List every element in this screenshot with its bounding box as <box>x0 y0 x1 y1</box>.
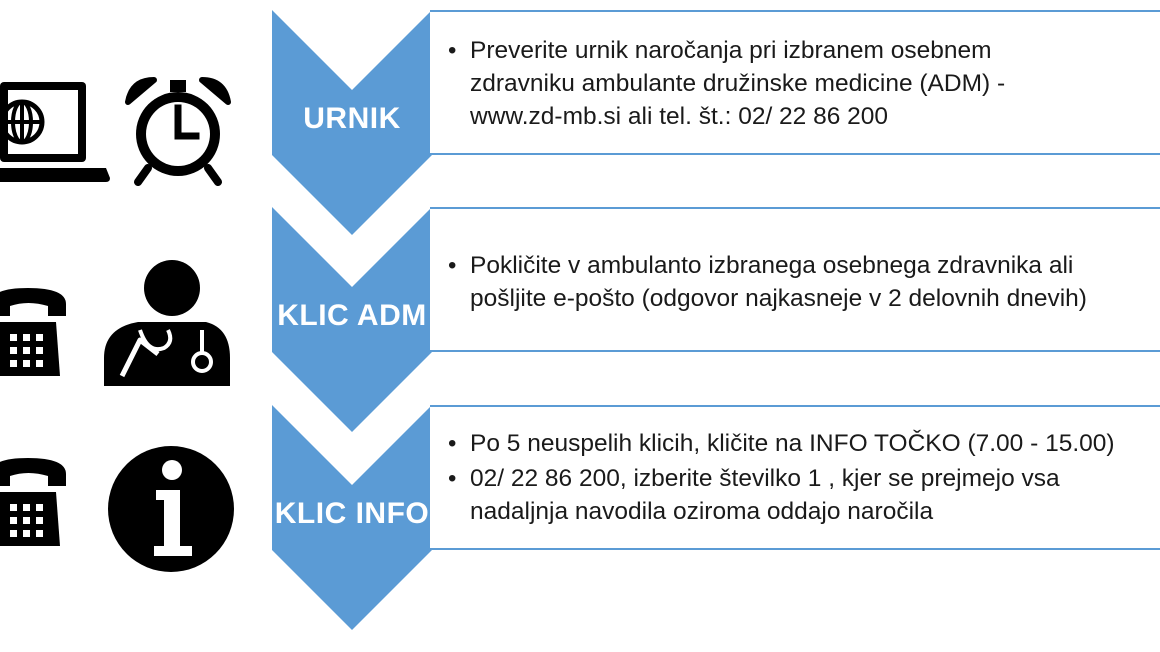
step-chevron-klic-info <box>272 405 432 630</box>
bullet-text: • 02/ 22 86 200, izberite številko 1 , kjer se prejmejo vsa nadaljnja navodila oziroma oddajo naročila <box>448 462 1160 528</box>
desk-phone-icon <box>0 286 70 383</box>
step-box-klic-adm <box>430 207 1160 352</box>
bullet-text: • Pokličite v ambulanto izbranega osebnega zdravnika ali pošljite e-pošto (odgovor najkasneje v 2 delovnih dnevih) <box>448 249 1160 315</box>
step-box-urnik <box>430 10 1160 155</box>
step-label: KLIC ADM <box>277 299 427 332</box>
alarm-clock-icon <box>124 76 232 191</box>
step-box-klic-info <box>430 405 1160 550</box>
info-icon <box>106 444 236 579</box>
step-label: URNIK <box>303 102 401 135</box>
step-label: KLIC INFO <box>274 497 430 530</box>
bullet-text: • Preverite urnik naročanja pri izbranem osebnem zdravniku ambulante družinske medicine (ADM) - www.zd-mb.si ali tel. št.: 02/ 22 86 200 <box>448 34 1160 133</box>
laptop-globe-icon <box>0 78 112 193</box>
step-chevron-klic-adm <box>272 207 432 432</box>
step-chevron-urnik <box>272 10 432 235</box>
bullet-text: • Po 5 neuspelih klicih, kličite na INFO TOČKO (7.00 - 15.00) <box>448 427 1160 460</box>
doctor-icon <box>100 258 232 393</box>
desk-phone-icon <box>0 456 70 553</box>
